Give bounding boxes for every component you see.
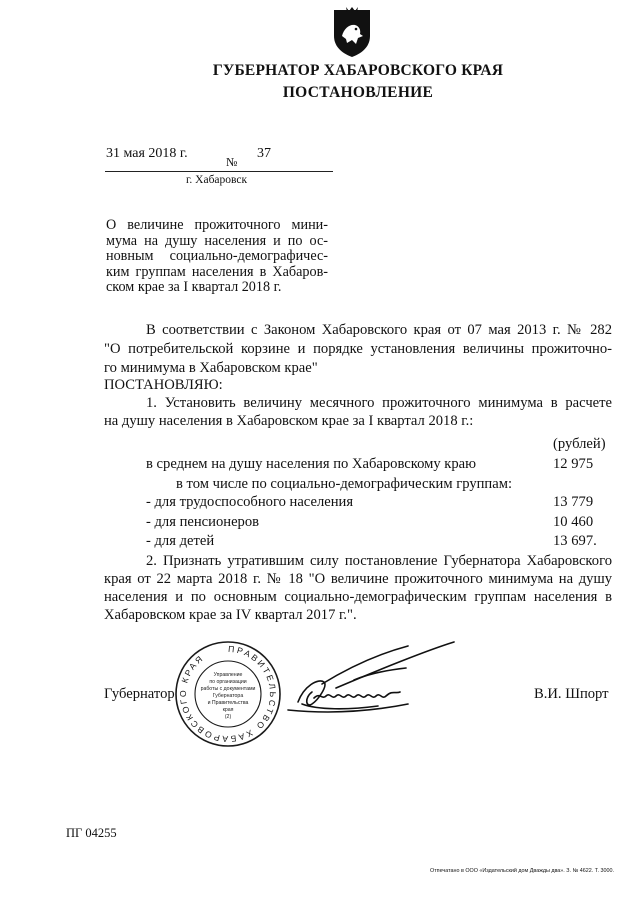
groups-caption: в том числе по социально-демографическим группам: <box>176 476 512 492</box>
date-underline <box>105 171 333 172</box>
form-series-code: ПГ 04255 <box>66 826 117 840</box>
signatory-name: В.И. Шпорт <box>534 686 609 702</box>
stamp-inner-line: Губернатора <box>212 693 244 699</box>
group-label: - для детей <box>146 533 215 549</box>
stamp-inner-line: (2) <box>224 714 232 720</box>
average-label: в среднем на душу населения по Хабаровскому краю <box>146 456 477 472</box>
group-value: 13 779 <box>553 494 594 510</box>
group-value: 13 697. <box>553 533 597 549</box>
stamp-ring-text: ПРАВИТЕЛЬСТВО ХАБАРОВСКОГО КРАЯ <box>177 643 279 745</box>
resolve-heading: ПОСТАНОВЛЯЮ: <box>104 377 223 393</box>
issuing-authority: ГУБЕРНАТОР ХАБАРОВСКОГО КРАЯ <box>212 62 504 79</box>
stamp-inner-line: по организации <box>209 679 247 685</box>
document-number: 37 <box>257 146 271 161</box>
subject-line: ском крае за I квартал 2018 г. <box>106 279 282 296</box>
coat-of-arms-emblem <box>330 6 374 58</box>
issuing-city: г. Хабаровск <box>186 174 248 186</box>
stamp-inner-line: и Правительства <box>207 700 249 706</box>
item1-line: 1. Установить величину месячного прожиточного минимума в расчете <box>146 395 612 411</box>
item1-line: на душу населения в Хабаровском крае за I квартал 2018 г.: <box>104 413 474 429</box>
document-date: 31 мая 2018 г. <box>106 146 188 161</box>
average-value: 12 975 <box>553 456 594 472</box>
stamp-inner-line: работы с документами <box>200 686 256 692</box>
group-label: - для пенсионеров <box>146 514 260 530</box>
unit-label: (рублей) <box>553 436 606 452</box>
stamp-inner-line: Управление <box>213 672 243 678</box>
item2-line: населения и по основным социально-демографическим группам населения в <box>104 589 612 605</box>
printer-note: Отпечатано в ООО «Издательский дом Дважды два». З. № 4622. Т. 3000. <box>430 868 614 874</box>
item2-line: края от 22 марта 2018 г. № 18 "О величине прожиточного минимума на душу <box>104 571 612 587</box>
handwritten-signature <box>258 640 468 722</box>
document-subject <box>106 218 328 296</box>
document-type: ПОСТАНОВЛЕНИЕ <box>282 84 434 101</box>
official-stamp <box>174 640 282 748</box>
stamp-inner-line: края <box>222 707 234 713</box>
subject-line: О величине прожиточного мини- <box>106 217 328 233</box>
group-value: 10 460 <box>553 514 594 530</box>
number-sign: № <box>226 155 238 169</box>
group-label: - для трудоспособного населения <box>146 494 354 510</box>
subject-line: ким группам населения в Хабаров- <box>106 263 328 280</box>
preamble-line: "О потребительской корзине и порядке установления величины прожиточно- <box>104 341 612 357</box>
item2-line: Хабаровском крае за IV квартал 2017 г.". <box>104 607 357 623</box>
subject-line: мума на душу населения и по ос- <box>106 232 328 249</box>
item2-line: 2. Признать утратившим силу постановление Губернатора Хабаровского <box>146 553 612 569</box>
subject-line: новным социально-демографичес- <box>106 248 328 265</box>
signatory-position: Губернатор <box>104 686 175 702</box>
preamble-line: В соответствии с Законом Хабаровского края от 07 мая 2013 г. № 282 <box>146 322 612 338</box>
preamble-line: го минимума в Хабаровском крае" <box>104 360 318 376</box>
